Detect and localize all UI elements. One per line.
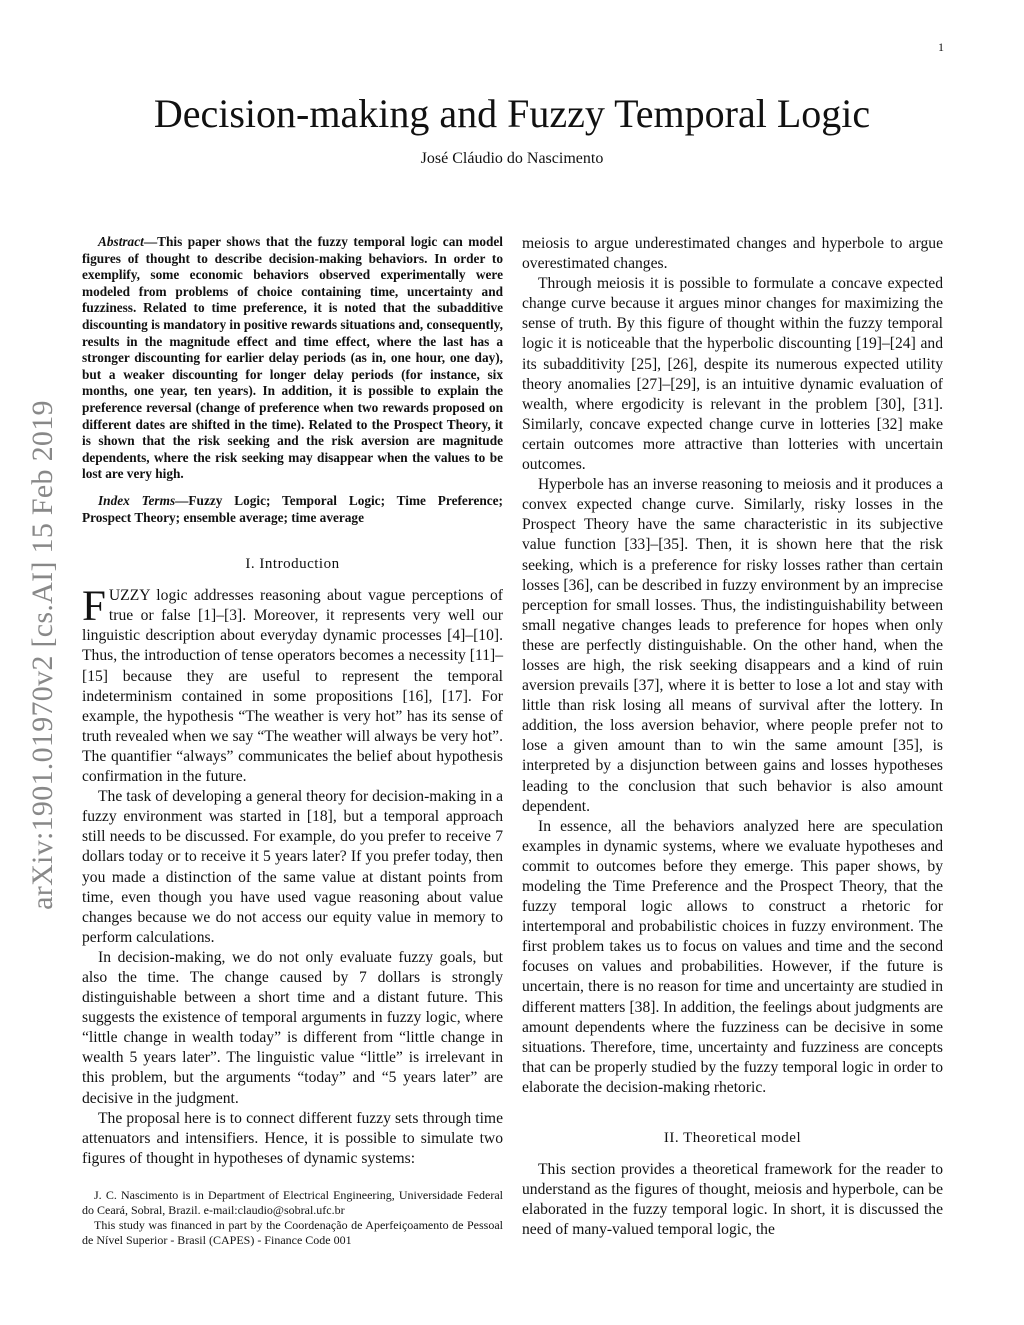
index-terms bbox=[82, 493, 503, 526]
footnotes bbox=[82, 1188, 503, 1248]
arxiv-stamp bbox=[22, 365, 64, 945]
page-number: 1 bbox=[938, 40, 944, 54]
paper-title: Decision-making and Fuzzy Temporal Logic bbox=[153, 91, 871, 136]
intro-paragraph-2: The task of developing a general theory for decision-making in a fuzzy environment was started in [18], but a temporal approach still needs to be discussed. For example, do you prefer to receive 7 dollars today or to receive it 5 years later? If you prefer today, then you made a distinction of the same value at distant points from time, even though you have used vague reasoning about value changes because we do not access our equity value in memory to perform calculations. bbox=[82, 788, 503, 946]
footnote-funding: This study was financed in part by the Coordenação de Aperfeiçoamento de Pessoal de Nível Superior - Brasil (CAPES) - Finance Code 001 bbox=[82, 1218, 503, 1247]
abstract-label: Abstract bbox=[98, 234, 144, 249]
right-paragraph-3: Hyperbole has an inverse reasoning to meiosis and it produces a convex expected change curve. Similarly, risky losses in the Prospect Theory have the same characteristic in its subjective value function [33]–[35]. Then, it is shown here that the risk seeking, which is a preference for risky losses rather than certain losses [36], can be described in fuzzy environment by an imprecise perception for small losses. Thus, the indistinguishability between small negative changes leads to preference for hopes when only these are perfectly distinguishable. On the other hand, when the losses are high, the risk seeking disappears and a kind of ruin aversion prevails [37], where it is better to lose a lot and stay with little than risk losing all means of survival after the lottery. In addition, the loss aversion behavior, where people prefer not to lose a given amount than to win the same amount [35], is interpreted by a disjunction between gains and losses hypotheses leading to the conclusion that such behavior is also amount dependent. bbox=[522, 476, 943, 815]
drop-cap: F bbox=[82, 583, 106, 631]
intro-paragraph-4: The proposal here is to connect different fuzzy sets through time attenuators and intensifiers. Hence, it is possible to simulate two figures of thought in hypotheses of dynamic systems: bbox=[82, 1109, 503, 1167]
section-heading-theoretical-model: II. Theoretical model bbox=[663, 1130, 802, 1147]
author-line: José Cláudio do Nascimento bbox=[420, 150, 604, 167]
index-terms-text: —Fuzzy Logic; Temporal Logic; Time Preference; Prospect Theory; ensemble average; time average bbox=[82, 492, 503, 525]
left-column bbox=[82, 234, 503, 1169]
abstract-text: —This paper shows that the fuzzy temporal logic can model figures of thought to describe decision-making behaviors. In order to exemplify, some economic behaviors observed experimentally were modeled from problems of choice containing time, uncertainty and fuzziness. Related to time preference, it is noted that the subadditive discounting is mandatory in positive rewards situations and, consequently, results in the magnitude effect and time effect, where the last has a stronger discounting for earlier delay periods (as in, one hour, one day), but a weaker discounting for longer delay periods (for instance, six months, one year, ten years). In addition, it is possible to explain the preference reversal (change of preference when two rewards proposed on different dates are shifted in the time). Related to the Prospect Theory, it is shown that the risk seeking and the risk aversion are magnitude dependents, where the risk seeking may disappear when the values to be lost are very high. bbox=[82, 234, 503, 482]
abstract bbox=[82, 234, 503, 483]
intro-paragraph-3: In decision-making, we do not only evaluate fuzzy goals, but also the time. The change caused by 7 dollars is strongly distinguishable between a short time and a distant future. This suggests the existence of temporal arguments in fuzzy logic, where “little change in wealth today” is different from “little change in wealth 5 years later”. The linguistic value “little” is irrelevant in this problem, but the arguments “today” and “5 years later” are decisive in the judgment. bbox=[82, 948, 503, 1107]
right-column bbox=[522, 234, 943, 1241]
section2-paragraph-1: This section provides a theoretical framework for the reader to understand as the figures of thought, meiosis and hyperbole, can be elaborated in the fuzzy temporal logic. In short, it is discussed the need of many-valued temporal logic, the bbox=[522, 1161, 943, 1239]
right-paragraph-1: meiosis to argue underestimated changes and hyperbole to argue overestimated changes. bbox=[522, 235, 943, 273]
intro-paragraph-1 bbox=[82, 583, 503, 787]
right-paragraph-4: In essence, all the behaviors analyzed here are speculation examples in dynamic systems, where we evaluate hypotheses and commit to outcomes before they emerge. This paper shows, by modeling the Time Preference and the Prospect Theory, that the fuzzy temporal logic allows to construct a rhetoric for intertemporal and probabilistic choices in fuzzy environment. The first problem takes us to focus on values and time and the second focuses on values and probabilities. However, if the future is uncertain, there is no reason for time and uncertainty are studied in different matters [38]. In addition, the feelings about judgments are amount dependents where the fuzziness can be decisive in some situations. Therefore, time, uncertainty and fuzziness are concepts that can be properly studied by the fuzzy temporal logic in order to elaborate the decision-making rhetoric. bbox=[522, 817, 943, 1096]
section-heading-introduction: I. Introduction bbox=[245, 556, 340, 573]
index-terms-label: Index Terms bbox=[98, 492, 176, 508]
arxiv-id: arXiv:1901.01970v2 [cs.AI] 15 Feb 2019 bbox=[26, 400, 59, 910]
right-paragraph-2: Through meiosis it is possible to formulate a concave expected change curve because it argues minor changes for maximizing the sense of truth. By this figure of thought within the fuzzy temporal logic it is noticeable that the hyperbolic discounting [19]–[24] and its subadditivity [25], [26], despite its numerous expected utility theory anomalies [27]–[29], is an intuitive dynamic evaluation of wealth, where ergodicity is relevant in the problem [30], [31]. Similarly, concave expected change curve in lotteries [32] make certain outcomes more attractive than lotteries with uncertain outcomes. bbox=[522, 275, 943, 474]
intro-paragraph-1-text: UZZY logic addresses reasoning about vague perceptions of true or false [1]–[3]. Moreover, it represents very well our linguistic description about everyday dynamic processes [4]–[10]. Thus, the introduction of tense operators becomes a necessity [11]–[15] because they are useful to represent the temporal indeterminism contained in some propositions [16], [17]. For example, the hypothesis “The weather is very hot” has its sense of truth revealed when we say “The weather will always be very hot”. The quantifier “always” communicates the belief about hypothesis confirmation in the future. bbox=[82, 587, 503, 786]
footnote-affiliation: J. C. Nascimento is in Department of Electrical Engineering, Universidade Federal do Ceará, Sobral, Brazil. e-mail:claudio@sobral.ufc.br bbox=[82, 1188, 503, 1217]
